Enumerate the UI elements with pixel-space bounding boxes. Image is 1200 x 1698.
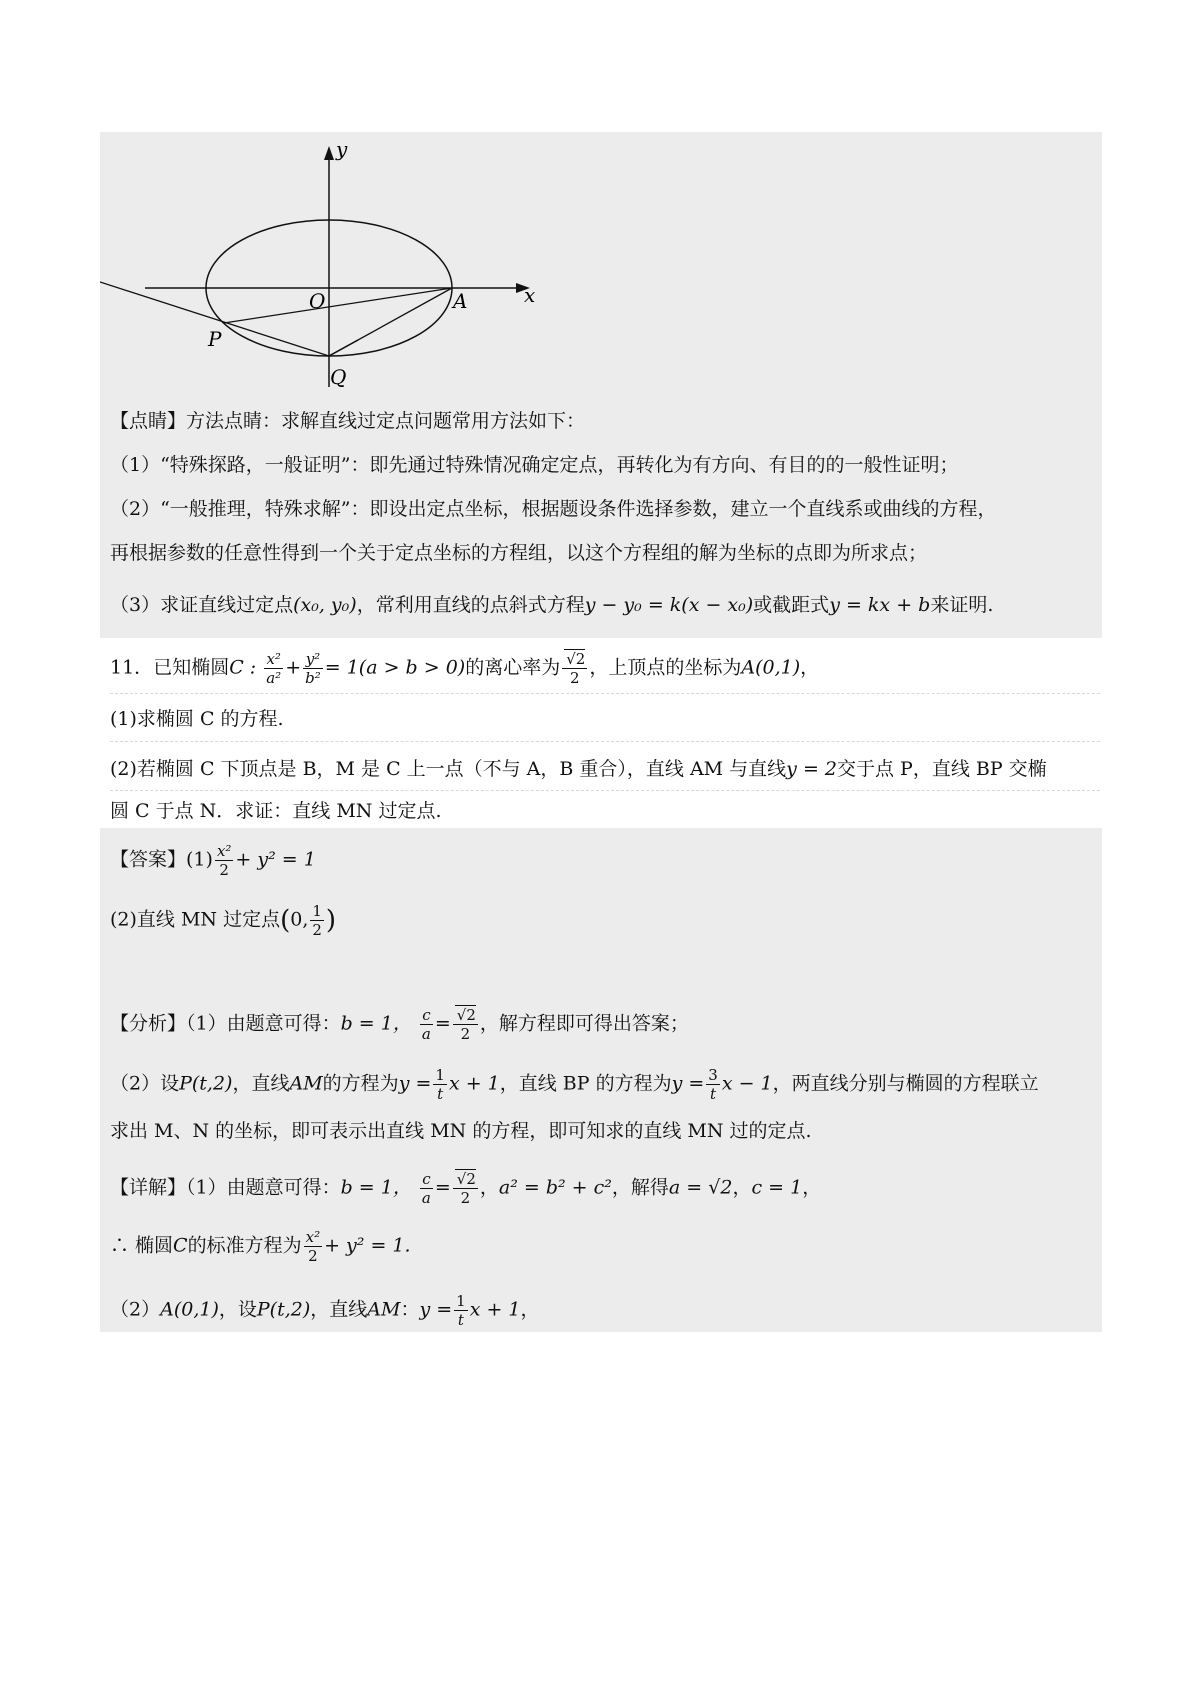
answer-line-2 [110, 902, 336, 939]
analysis-am: AM [289, 1072, 323, 1095]
frac-x2-2: $\frac{\text{x²}}{2}$ [305, 1228, 321, 1265]
answer-1-eq: + y² = 1 [235, 848, 316, 871]
frac-sqrt2-2: $\frac{√2}{2}$ [562, 650, 587, 687]
answer-tag: 【答案】 [110, 848, 187, 871]
analysis-line-3: 求出 M、N 的坐标，即可表示出直线 MN 的方程，即可知求的直线 MN 过的定点. [110, 1120, 812, 1142]
answer-2-point: 0, [290, 908, 309, 931]
q-text-4: ， [800, 656, 820, 679]
q-part2-eq: y = 2 [786, 758, 837, 780]
detail-text-2a: ∴ 椭圆 [110, 1234, 174, 1257]
divider [110, 741, 1100, 742]
detail-line-2 [110, 1228, 411, 1265]
tip-m3-text-d: 来证明. [930, 594, 994, 616]
label-y: y [336, 137, 348, 161]
label-o: O [309, 289, 326, 313]
analysis-am-eq: x + 1 [448, 1072, 500, 1095]
frac-c-a: $\frac{c}{a}$ [421, 1170, 431, 1207]
tip-m3-text-b: ，常利用直线的点斜式方程 [356, 594, 585, 616]
detail-text-1i: ， [802, 1176, 822, 1199]
frac-c-a: $\frac{c}{a}$ [421, 1006, 431, 1043]
analysis-text-2e: ，两直线分别与椭圆的方程联立 [772, 1072, 1039, 1095]
detail-am-eq: x + 1 [469, 1298, 521, 1321]
frac-sqrt2-2: $\frac{√2}{2}$ [453, 1170, 478, 1207]
answer-1-label: (1) [186, 848, 213, 871]
ellipse-figure [100, 132, 560, 392]
detail-ellipse-name: C [173, 1234, 188, 1257]
frac-3-t: $\frac{3}{t}$ [708, 1066, 718, 1103]
detail-text-1a: （1）由题意可得： [186, 1176, 341, 1199]
tip-m3-text-a: （3）求证直线过定点 [110, 594, 294, 616]
q-text-3: ，上顶点的坐标为 [589, 656, 742, 679]
frac-sqrt2-2: $\frac{√2}{2}$ [453, 1006, 478, 1043]
detail-text-3e: ， [520, 1298, 540, 1321]
detail-point-p: P(t,2) [256, 1298, 311, 1321]
analysis-text-2d: ，直线 BP 的方程为 [499, 1072, 672, 1095]
answer-2-text: (2)直线 MN 过定点 [110, 908, 281, 931]
question-part-1: (1)求椭圆 C 的方程. [110, 708, 284, 730]
analysis-y-eq-2: y = [671, 1072, 705, 1095]
analysis-text-2a: （2）设 [110, 1072, 180, 1095]
label-q: Q [330, 365, 347, 389]
q-part2-text-a: (2)若椭圆 C 下顶点是 B，M 是 C 上一点（不与 A，B 重合），直线 AM 与直线 [110, 758, 787, 780]
frac-1-t: $\frac{1}{t}$ [435, 1066, 445, 1103]
analysis-text-2c: 的方程为 [322, 1072, 399, 1095]
analysis-text-1a: （1）由题意可得： [186, 1012, 341, 1035]
detail-tag: 【详解】 [110, 1176, 187, 1199]
divider [110, 790, 1100, 791]
detail-y-eq: y = [419, 1298, 453, 1321]
q-ellipse-eq: = 1(a > b > 0) [324, 656, 466, 679]
tip-m3-eq: y − y₀ = k(x − x₀) [584, 594, 754, 616]
detail-b-eq: b = 1， [340, 1176, 412, 1199]
detail-text-3c: ，直线 [310, 1298, 368, 1321]
y-axis-arrow [324, 146, 334, 160]
label-a: A [453, 289, 468, 313]
tip-intro [110, 408, 585, 434]
analysis-b-eq: b = 1， [340, 1012, 412, 1035]
analysis-y-eq: y = [398, 1072, 432, 1095]
tip-method-2a: （2）“一般推理，特殊求解”：即设出定点坐标，根据题设条件选择参数，建立一个直线系或曲线的方程， [110, 498, 997, 520]
frac-1-t: $\frac{1}{t}$ [456, 1292, 466, 1329]
q-ellipse-name: C : [229, 656, 257, 679]
answer-line-1 [110, 842, 316, 879]
frac-y2-b2: $\frac{\text{y²}}{\text{b²}}$ [305, 650, 321, 687]
q-top-vertex: A(0,1) [741, 656, 801, 679]
detail-abc-eq: a² = b² + c² [498, 1176, 612, 1199]
tip-tag: 【点睛】 [110, 410, 187, 432]
label-p: P [208, 327, 222, 351]
detail-text-1c: ， [479, 1176, 499, 1199]
analysis-text-1c: ，解方程即可得出答案； [479, 1012, 689, 1035]
tip-method-1: （1）“特殊探路，一般证明”：即先通过特殊情况确定定点，再转化为有方向、有目的的一般性证明； [110, 454, 959, 476]
divider [110, 693, 1100, 694]
q-text-2: 的离心率为 [465, 656, 561, 679]
detail-line-3 [110, 1292, 540, 1329]
detail-point-a: A(0,1) [160, 1298, 219, 1321]
frac-x2-a2: $\frac{\text{x²}}{\text{a²}}$ [266, 650, 282, 687]
tip-method-2b: 再根据参数的任意性得到一个关于定点坐标的方程组，以这个方程组的解为坐标的点即为所求点； [110, 542, 928, 564]
analysis-point-p: P(t,2) [179, 1072, 233, 1095]
detail-text-3a: （2） [110, 1298, 161, 1321]
detail-text-1g: ， [732, 1176, 752, 1199]
tip-intro-text: 方法点睛：求解直线过定点问题常用方法如下： [186, 410, 586, 432]
tip-m3-text-c: 或截距式 [753, 594, 830, 616]
paren-close: ) [325, 905, 337, 936]
analysis-text-2b: ，直线 [232, 1072, 290, 1095]
frac-1-2: $\frac{1}{2}$ [312, 902, 322, 939]
analysis-line-2 [110, 1066, 1039, 1103]
detail-text-2b: 的标准方程为 [187, 1234, 302, 1257]
tip-m3-point: (x₀, y₀) [293, 594, 357, 616]
tip-m3-eq2: y = kx + b [829, 594, 931, 616]
q-text-1: 已知椭圆 [153, 656, 230, 679]
detail-text-1e: ，解得 [611, 1176, 669, 1199]
line-pa [224, 288, 452, 323]
analysis-line-1: 【分析】（1）由题意可得：b = 1， $\frac{c}{a}$ = $\frac{√2}{2}$ ，解方程即可得出答案； [110, 1006, 689, 1043]
detail-c-value: c = 1 [751, 1176, 803, 1199]
paren-open: ( [280, 905, 291, 936]
analysis-tag: 【分析】 [110, 1012, 187, 1035]
analysis-bp-eq: x − 1 [721, 1072, 773, 1095]
tip-method-3 [110, 592, 993, 618]
label-x: x [524, 283, 536, 307]
detail-am: AM [367, 1298, 401, 1321]
frac-x2-2: $\frac{\text{x²}}{2}$ [216, 842, 232, 879]
detail-text-3d: ： [400, 1298, 420, 1321]
detail-line-1: 【详解】（1）由题意可得：b = 1， $\frac{c}{a}$ = $\frac{√2}{2}$ ，a² = b² + c²，解得a = √2，c = 1， [110, 1170, 822, 1207]
detail-a-value: a = √2 [668, 1176, 733, 1199]
question-part-2a [110, 756, 1047, 782]
detail-standard-eq: + y² = 1. [324, 1234, 411, 1257]
q-part2-text-b: 交于点 P，直线 BP 交椭 [837, 758, 1047, 780]
question-11-line-1: 11．已知椭圆C : $\frac{\text{x²}}{\text{a²}}$ + $\frac{\text{y²}}{\text{b²}}$ = 1(a > b > 0)的离心率为 $\frac{√2}{2}$ ，上顶点的坐标为A(0,1)， [110, 650, 820, 687]
detail-text-3b: ，设 [218, 1298, 257, 1321]
line-q-tail [329, 340, 358, 356]
question-part-2b: 圆 C 于点 N．求证：直线 MN 过定点. [110, 800, 442, 822]
question-number: 11． [110, 656, 154, 679]
